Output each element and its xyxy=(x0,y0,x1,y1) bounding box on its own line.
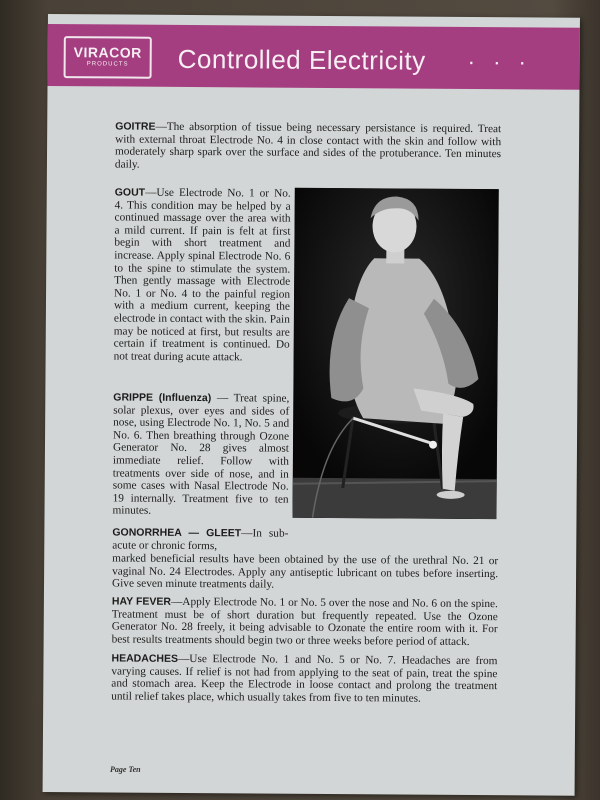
section-body: —Apply Electrode No. 1 or No. 5 over the nose and No. 6 on the spine. Treatment must be of short duration but frequently repeated. Use the Ozone Generator No. 28 freely, it being advisable to Ozonate the entire room with it. For best results treatments should begin two or three weeks before period of attack. xyxy=(111,595,498,648)
section-heading: HEADACHES xyxy=(111,652,179,665)
section-heading: GRIPPE (Influenza) xyxy=(113,391,212,405)
page-number: Page Ten xyxy=(110,765,141,774)
section-body: —Use Electrode No. 1 or No. 4. This condition may be helped by a continued massage over the area with a mild current. If pain is felt at first begin with short treatment and increase. Apply spinal Electrode No. 6 to the spine to stimulate the system. Then gently massage with Electrode No. 1 or No. 4 to the painful region with a medium current, keeping the electrode in contact with the skin. Pain may be noticed at first, but results are certain if treatment is continued. Do not treat during acute attack. xyxy=(113,186,291,364)
section-goitre xyxy=(115,120,501,173)
section-heading: GONORRHEA — GLEET xyxy=(112,526,242,540)
section-grippe xyxy=(112,391,289,518)
section-gonorrhea-body: marked beneficial results have been obtained by the use of the urethral No. 21 or vaginal No. 24 Electrodes. Apply any antiseptic lubricant on tubes before inserting. Give seven minute treatments daily. xyxy=(111,552,499,591)
section-gonorrhea-intro xyxy=(112,526,288,552)
logo-word: VIRACOR xyxy=(73,44,142,61)
photo-woman-treatment xyxy=(292,188,498,519)
section-heading: GOITRE xyxy=(115,120,156,133)
section-heading: GOUT xyxy=(114,186,146,199)
page-title: Controlled Electricity xyxy=(177,43,426,76)
section-gout xyxy=(114,186,291,364)
section-body: — Treat spine, solar plexus, over eyes and sides of nose, using Electrode No. 1, No. 5 and No. 6. Then breathing through Ozone Generator No. 28 gives almost immediate relief. Follow with treatments over side of nose, and in some cases with Nasal Electrode No. 19 internally. Treatment five to ten minutes. xyxy=(112,392,290,518)
title-dots: · · · xyxy=(467,48,532,75)
photo-illustration xyxy=(292,188,498,519)
section-body: —In sub-acute or chronic forms, xyxy=(112,527,289,552)
section-heading: HAY FEVER xyxy=(111,595,172,608)
section-body: —The absorption of tissue being necessary persistance is required. Treat with external throat Electrode No. 4 in close contact with the skin and follow with moderately sharp spark over the surface and sides of the protuberance. Ten minutes daily. xyxy=(114,120,502,171)
section-hay-fever xyxy=(112,595,498,648)
booklet-page xyxy=(43,14,580,796)
section-body: —Use Electrode No. 1 and No. 5 or No. 7. Headaches are from varying causes. If relief is not had from applying to the seat of pain, treat the spine and stomach area. Keep the Electrode in loose contact and prolong the treatment until relief takes place, which usually takes from five to ten minutes. xyxy=(111,652,498,705)
brand-logo xyxy=(64,36,152,79)
section-headaches xyxy=(111,652,497,705)
logo-subtitle: PRODUCTS xyxy=(86,61,129,68)
header-band xyxy=(47,24,579,90)
